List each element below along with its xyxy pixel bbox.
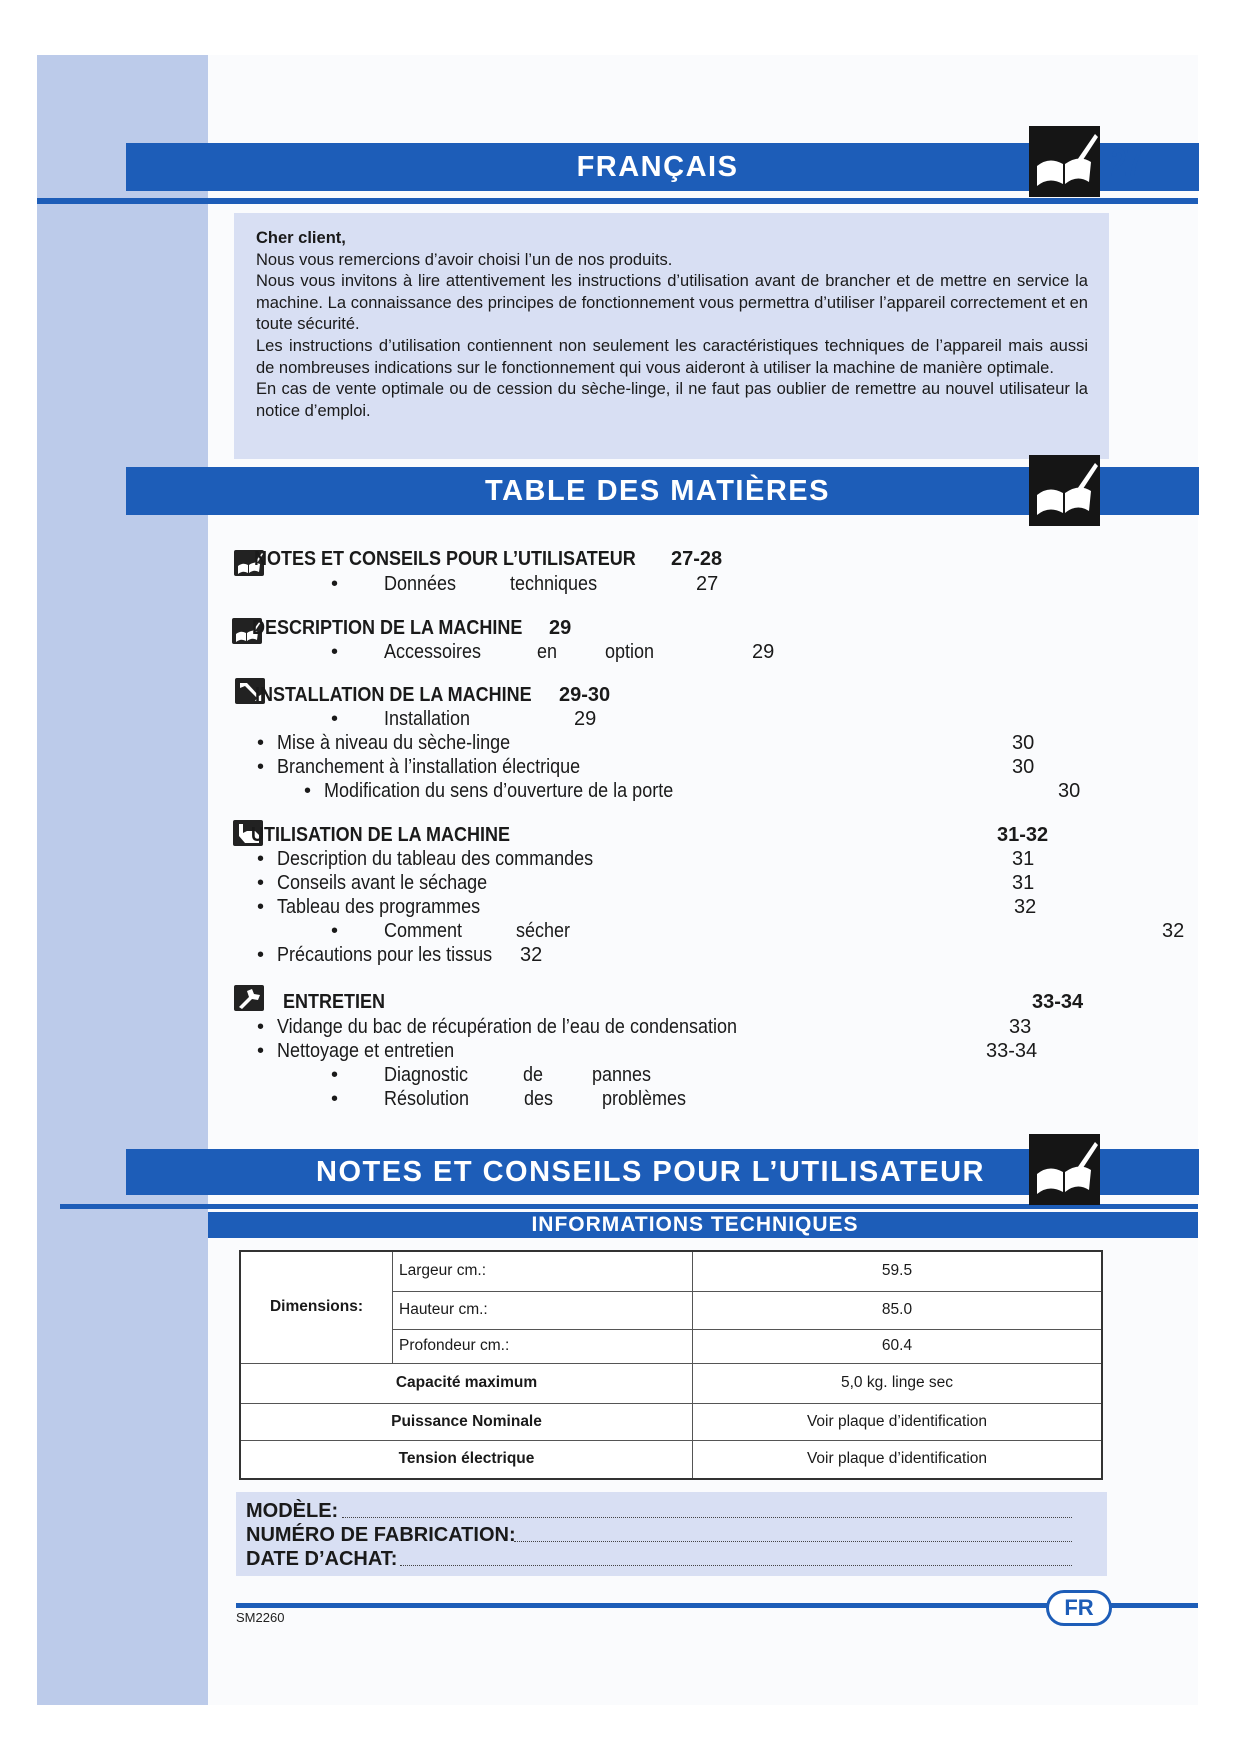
table-row <box>240 1363 1102 1403</box>
toc-item-page: 31 <box>1012 848 1035 870</box>
book-pen-icon <box>1029 126 1100 197</box>
toc-section-pages: 29 <box>549 617 572 639</box>
purchase-date-fill-line <box>400 1565 1072 1566</box>
spec-label: Puissance Nominale <box>240 1403 693 1440</box>
bullet: • <box>331 641 339 663</box>
dimension-value: 60.4 <box>693 1329 1103 1363</box>
dimension-label: Hauteur cm.: <box>393 1291 693 1329</box>
toc-item-page: 32 <box>1162 920 1185 942</box>
toc-item-page: 32 <box>1014 896 1037 918</box>
toc-section-title: DESCRIPTION DE LA MACHINE <box>252 617 523 639</box>
toc-item-word: Comment <box>384 920 463 942</box>
toc-item-word: problèmes <box>602 1088 687 1110</box>
notes-rule <box>60 1204 1198 1209</box>
bullet: • <box>257 848 265 870</box>
toc-item: Conseils avant le séchage <box>277 872 488 894</box>
toc-item-page: 33 <box>1009 1016 1032 1038</box>
toc-item: Nettoyage et entretien <box>277 1040 455 1062</box>
notes-title: NOTES ET CONSEILS POUR L’UTILISATEUR <box>316 1156 985 1188</box>
bullet: • <box>257 872 265 894</box>
spec-value: Voir plaque d’identification <box>693 1403 1103 1440</box>
table-row <box>240 1440 1102 1479</box>
toc-item-word: Diagnostic <box>384 1064 469 1086</box>
toc-section-pages: 31-32 <box>997 824 1049 846</box>
toc-item-word: sécher <box>516 920 571 942</box>
toc-item-word: de <box>523 1064 544 1086</box>
toc-item-word: option <box>605 641 655 663</box>
toc-item-word: techniques <box>510 573 598 595</box>
toc-item: Tableau des programmes <box>277 896 481 918</box>
toc-item: Précautions pour les tissus <box>277 944 493 966</box>
bullet: • <box>304 780 312 802</box>
toc-item-page: 29 <box>574 708 597 730</box>
dimensions-label: Dimensions: <box>240 1251 393 1363</box>
toc-item: Modification du sens d’ouverture de la porte <box>324 780 674 802</box>
document-code: SM2260 <box>236 1610 285 1625</box>
toc-item: Installation <box>384 708 471 730</box>
toc-item: Vidange du bac de récupération de l’eau de condensation <box>277 1016 738 1038</box>
toc-section-title: ENTRETIEN <box>283 991 386 1013</box>
toc-item: Mise à niveau du sèche-linge <box>277 732 511 754</box>
toc-item-page: 29 <box>752 641 775 663</box>
toc-item: Description du tableau des commandes <box>277 848 594 870</box>
toc-item-page: 31 <box>1012 872 1035 894</box>
table-row <box>240 1251 1102 1291</box>
bullet: • <box>331 1088 339 1110</box>
intro-greeting: Cher client, <box>256 229 346 247</box>
toc-section-pages: 33-34 <box>1032 991 1084 1013</box>
spec-value: 5,0 kg. linge sec <box>693 1363 1103 1403</box>
bullet: • <box>257 944 265 966</box>
toc-section-pages: 27-28 <box>671 548 723 570</box>
spec-value: Voir plaque d’identification <box>693 1440 1103 1479</box>
technical-info-bar <box>208 1212 1198 1238</box>
language-title: FRANÇAIS <box>576 151 739 183</box>
intro-paragraph: En cas de vente optimale ou de cession du sèche-linge, il ne faut pas oublier de remettre au nouvel utilisateur la notice d’emploi. <box>256 380 1088 420</box>
bullet: • <box>257 732 265 754</box>
maintenance-icon <box>234 985 264 1011</box>
book-pen-icon <box>1029 455 1100 526</box>
technical-info-title: INFORMATIONS TECHNIQUES <box>531 1213 859 1236</box>
header-rule <box>37 198 1198 204</box>
toc-item-page: 32 <box>520 944 543 966</box>
page-sidebar <box>37 55 208 1705</box>
dimension-label: Profondeur cm.: <box>393 1329 693 1363</box>
dimension-value: 85.0 <box>693 1291 1103 1329</box>
intro-paragraph: Les instructions d’utilisation contiennent non seulement les caractéristiques techniques de l’appareil mais aussi de nombreuses indications sur le fonctionnement qui vous aideront à utiliser la machine de manière optimale. <box>256 336 1088 377</box>
toc-item-page: 27 <box>696 573 719 595</box>
toc-item: Branchement à l’installation électrique <box>277 756 581 778</box>
intro-paragraph: Nous vous invitons à lire attentivement les instructions d’utilisation avant de brancher et de mettre en service la machine. La connaissance des principes de fonctionnement vous permettra d’utiliser l’appareil correctement et en toute sécurité. <box>256 272 1088 334</box>
bullet: • <box>257 1016 265 1038</box>
toc-item-word: Résolution <box>384 1088 470 1110</box>
spec-label: Capacité maximum <box>240 1363 693 1403</box>
toc-section-title: UTILISATION DE LA MACHINE <box>251 824 510 846</box>
toc-section-title: NOTES ET CONSEILS POUR L’UTILISATEUR <box>254 548 636 570</box>
toc-item-word: des <box>524 1088 554 1110</box>
serial-number-fill-line <box>514 1541 1072 1542</box>
specifications-table <box>239 1250 1103 1480</box>
page-number: 27 <box>1111 141 1143 185</box>
toc-item-page: 30 <box>1012 732 1035 754</box>
toc-title: TABLE DES MATIÈRES <box>485 475 830 507</box>
toc-item-page: 30 <box>1058 780 1081 802</box>
bullet: • <box>257 756 265 778</box>
bullet: • <box>331 708 339 730</box>
spec-label: Tension électrique <box>240 1440 693 1479</box>
purchase-date-label: DATE D’ACHAT: <box>246 1548 398 1570</box>
bullet: • <box>331 573 339 595</box>
book-pen-icon <box>1029 1134 1100 1205</box>
intro-paragraph: Nous vous remercions d’avoir choisi l’un de nos produits. <box>256 250 673 269</box>
bullet: • <box>331 920 339 942</box>
bullet: • <box>331 1064 339 1086</box>
toc-item-word: Données <box>384 573 457 595</box>
toc-section-pages: 29-30 <box>559 684 611 706</box>
bullet: • <box>257 896 265 918</box>
toc-item-page: 33-34 <box>986 1040 1038 1062</box>
model-fill-line <box>342 1517 1072 1518</box>
bullet: • <box>257 1040 265 1062</box>
dimension-value: 59.5 <box>693 1251 1103 1291</box>
intro-text <box>256 228 1088 422</box>
model-label: MODÈLE: <box>246 1500 339 1522</box>
table-of-contents <box>230 548 1200 1118</box>
serial-number-label: NUMÉRO DE FABRICATION: <box>246 1524 516 1546</box>
dimension-label: Largeur cm.: <box>393 1251 693 1291</box>
toc-item-word: pannes <box>592 1064 652 1086</box>
toc-item-page: 30 <box>1012 756 1035 778</box>
toc-item-word: en <box>537 641 558 663</box>
language-badge: FR <box>1046 1590 1112 1626</box>
toc-section-title: INSTALLATION DE LA MACHINE <box>255 684 532 706</box>
toc-item-word: Accessoires <box>384 641 482 663</box>
table-row <box>240 1403 1102 1440</box>
